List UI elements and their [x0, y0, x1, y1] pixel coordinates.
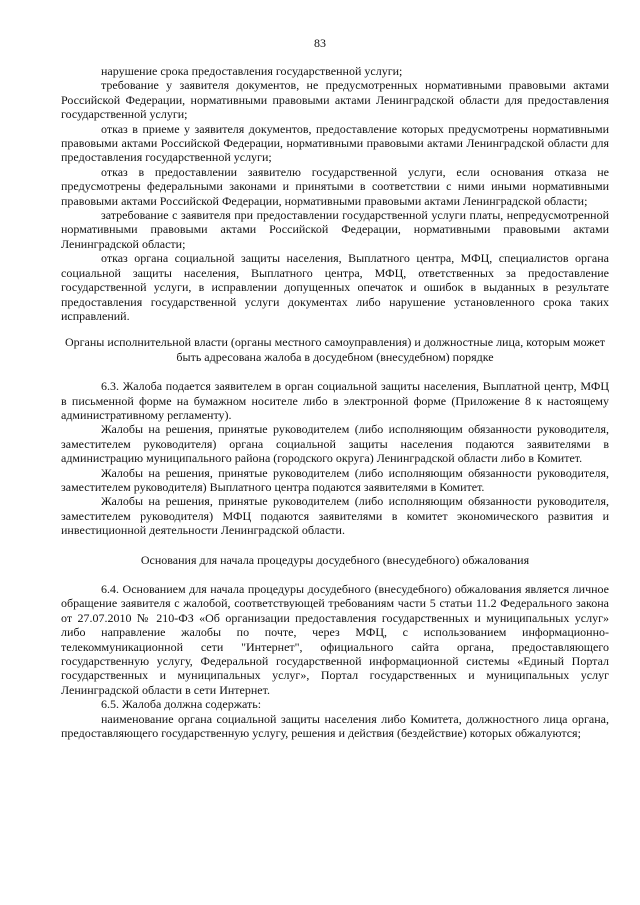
paragraph: Жалобы на решения, принятые руководителем (либо исполняющим обязанности руководителя, заместителем руководителя) МФЦ подаются заявителями в комитет экономического развития и инвестиционной деятельности Ленинградской области. — [61, 494, 609, 538]
paragraph: нарушение срока предоставления государственной услуги; — [101, 64, 403, 78]
paragraph: затребование с заявителя при предоставлении государственной услуги платы, непредусмотренной нормативными правовыми актами Российской Федерации, нормативными правовыми актами Ленинградской области; — [61, 208, 609, 251]
paragraph: отказ в предоставлении заявителю государственной услуги, если основания отказа не предусмотрены федеральными законами и принятыми в соответствии с ними иными нормативными правовыми актами Российской Федерации, нормативными правовыми актами Ленинградской области; — [61, 164, 609, 208]
document-body — [61, 64, 609, 740]
page-number: 83 — [314, 36, 326, 50]
section-heading: Основания для начала процедуры досудебного (внесудебного) обжалования — [140, 552, 530, 567]
paragraph: 6.4. Основанием для начала процедуры досудебного (внесудебного) обжалования является личное обращение заявителя с жалобой, соответствующей требованиям части 5 статьи 11.2 Федерального закона от 27.07.2010 № 210-ФЗ «Об организации предоставления государственных и муниципальных услуг» либо направление жалобы по почте, через МФЦ, с использованием информационно-телекоммуникационной сети "Интернет", официального сайта органа, предоставляющего государственную услугу, Федеральной государственной информационной системы «Единый Портал государственных и муниципальных услуг», Портал государственных и муниципальных услуг Ленинградской области в сети Интернет. — [61, 582, 609, 697]
paragraph: 6.5. Жалоба должна содержать: — [101, 697, 262, 712]
paragraph: 6.3. Жалоба подается заявителем в орган социальной защиты населения, Выплатной центр, МФЦ в письменной форме на бумажном носителе либо в электронной форме (Приложение 8 к настоящему административному регламенту). — [61, 379, 609, 422]
paragraph: отказ в приеме у заявителя документов, предоставление которых предусмотрены нормативными правовыми актами Российской Федерации, нормативными правовыми актами Ленинградской области для предоставления государственной услуги; — [61, 121, 609, 165]
paragraph: Жалобы на решения, принятые руководителем (либо исполняющим обязанности руководителя, заместителем руководителя) органа социальной защиты населения подаются заявителями в администрацию муниципального района (городского округа) Ленинградской области либо в Комитет. — [61, 422, 609, 466]
section-heading: Органы исполнительной власти (органы местного самоуправления) и должностные лица, которым может быть адресована жалоба в досудебном (внесудебном) порядке — [64, 335, 606, 364]
paragraph: Жалобы на решения, принятые руководителем (либо исполняющим обязанности руководителя, заместителем руководителя) Выплатного центра подаются заявителями в Комитет. — [61, 465, 609, 494]
paragraph: наименование органа социальной защиты населения либо Комитета, должностного лица органа, предоставляющего государственную услугу, решения и действия (бездействие) которых обжалуются; — [61, 711, 609, 741]
paragraph: отказ органа социальной защиты населения, Выплатного центра, МФЦ, специалистов органа социальной защиты населения, Выплатного центра, МФЦ, ответственных за предоставление государственной услуги, в исправлении допущенных опечаток и ошибок в выданных в результате предоставления государственной услуги документах либо нарушение установленного срока таких исправлений. — [61, 251, 609, 323]
paragraph: требование у заявителя документов, не предусмотренных нормативными правовыми актами Российской Федерации, нормативными правовыми актами Ленинградской области для предоставления государственной услуги; — [61, 78, 609, 122]
